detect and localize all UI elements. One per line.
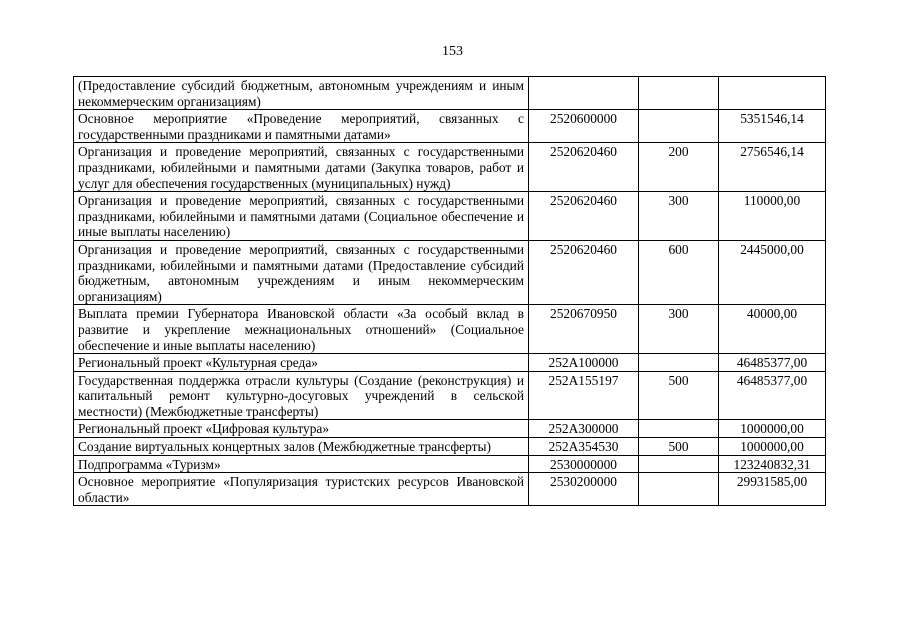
- row-expense-type: 200: [639, 143, 719, 192]
- row-target-code: 2520620460: [529, 143, 639, 192]
- row-description: Выплата премии Губернатора Ивановской области «За особый вклад в развитие и укрепление межнациональных отношений» (Социальное обеспечение и иные выплаты населению): [74, 305, 529, 354]
- row-target-code: [529, 77, 639, 110]
- row-expense-type: 300: [639, 305, 719, 354]
- row-target-code: 2530000000: [529, 455, 639, 473]
- row-description: Организация и проведение мероприятий, связанных с государственными праздниками, юбилейными и памятными датами (Предоставление субсидий бюджетным, автономным учреждениям и иным некоммерческим организациям): [74, 240, 529, 304]
- row-target-code: 2520620460: [529, 192, 639, 241]
- table-row: [74, 354, 826, 372]
- row-description: Региональный проект «Цифровая культура»: [74, 420, 529, 438]
- row-amount: 29931585,00: [719, 473, 826, 506]
- table-row: [74, 438, 826, 456]
- row-description: Подпрограмма «Туризм»: [74, 455, 529, 473]
- row-target-code: 2520620460: [529, 240, 639, 304]
- row-amount: 46485377,00: [719, 354, 826, 372]
- row-amount: 2445000,00: [719, 240, 826, 304]
- row-amount: 2756546,14: [719, 143, 826, 192]
- table-row: [74, 371, 826, 420]
- row-target-code: 252A300000: [529, 420, 639, 438]
- row-expense-type: [639, 455, 719, 473]
- table-row: [74, 143, 826, 192]
- row-amount: 40000,00: [719, 305, 826, 354]
- table-row: [74, 473, 826, 506]
- row-amount: 1000000,00: [719, 438, 826, 456]
- row-target-code: 252A100000: [529, 354, 639, 372]
- row-target-code: 252A354530: [529, 438, 639, 456]
- row-target-code: 2530200000: [529, 473, 639, 506]
- row-amount: 46485377,00: [719, 371, 826, 420]
- table-row: [74, 192, 826, 241]
- row-description: Государственная поддержка отрасли культуры (Создание (реконструкция) и капитальный ремонт культурно-досуговых учреждений в сельской местности) (Межбюджетные трансферты): [74, 371, 529, 420]
- row-amount: [719, 77, 826, 110]
- row-target-code: 252A155197: [529, 371, 639, 420]
- row-amount: 5351546,14: [719, 110, 826, 143]
- row-target-code: 2520600000: [529, 110, 639, 143]
- row-expense-type: [639, 110, 719, 143]
- row-amount: 1000000,00: [719, 420, 826, 438]
- row-expense-type: 500: [639, 371, 719, 420]
- row-expense-type: 300: [639, 192, 719, 241]
- row-expense-type: 600: [639, 240, 719, 304]
- row-amount: 110000,00: [719, 192, 826, 241]
- row-description: Создание виртуальных концертных залов (Межбюджетные трансферты): [74, 438, 529, 456]
- row-description: (Предоставление субсидий бюджетным, автономным учреждениям и иным некоммерческим организациям): [74, 77, 529, 110]
- table-row: [74, 305, 826, 354]
- row-expense-type: 500: [639, 438, 719, 456]
- row-description: Организация и проведение мероприятий, связанных с государственными праздниками, юбилейными и памятными датами (Закупка товаров, работ и услуг для обеспечения государственных (муниципальных) нужд): [74, 143, 529, 192]
- row-amount: 123240832,31: [719, 455, 826, 473]
- row-expense-type: [639, 473, 719, 506]
- row-expense-type: [639, 354, 719, 372]
- table-row: [74, 110, 826, 143]
- table-row: [74, 420, 826, 438]
- row-description: Основное мероприятие «Проведение мероприятий, связанных с государственными праздниками и памятными датами»: [74, 110, 529, 143]
- row-expense-type: [639, 420, 719, 438]
- row-description: Региональный проект «Культурная среда»: [74, 354, 529, 372]
- row-description: Организация и проведение мероприятий, связанных с государственными праздниками, юбилейными и памятными датами (Социальное обеспечение и иные выплаты населению): [74, 192, 529, 241]
- table-row: [74, 240, 826, 304]
- row-expense-type: [639, 77, 719, 110]
- table-row: [74, 455, 826, 473]
- row-description: Основное мероприятие «Популяризация туристских ресурсов Ивановской области»: [74, 473, 529, 506]
- budget-table: [73, 76, 826, 506]
- table-row: [74, 77, 826, 110]
- row-target-code: 2520670950: [529, 305, 639, 354]
- page-number: 153: [442, 44, 463, 59]
